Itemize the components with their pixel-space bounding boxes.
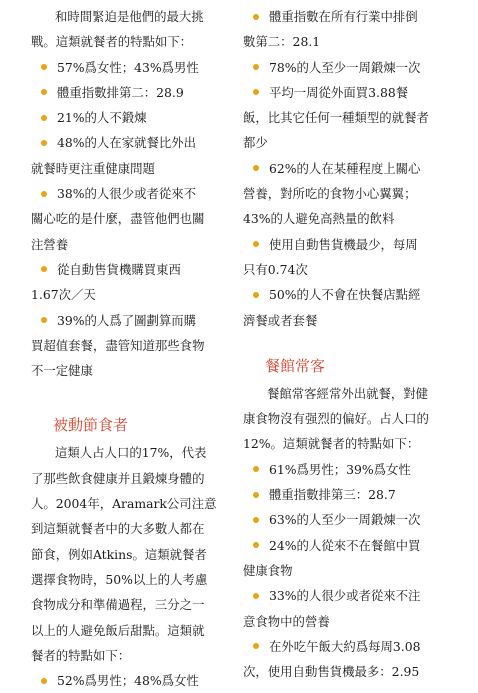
list-item-text: 從自動售貨機購買東西 (57, 261, 181, 277)
list-item-text: 48%的人在家就餐比外出 (57, 135, 197, 151)
list-item-text: 意食物中的營養 (243, 613, 330, 629)
list-item (243, 55, 457, 80)
bullet-dot-icon (253, 64, 259, 70)
text-line: 戰。這類就餐者的特點如下： (31, 34, 193, 50)
text-line: 12%。這類就餐者的特點如下： (243, 436, 420, 452)
list-item (243, 156, 457, 232)
list-item-text: 關心吃的是什麼，盡管他們也關 (31, 211, 205, 227)
list-item-text: 43%的人避免高熱量的飲料 (243, 211, 395, 227)
bullet-dot-icon (41, 140, 47, 146)
list-item-text: 都少 (243, 135, 268, 151)
list-item-text: 33%的人很少或者從來不注 (269, 588, 421, 604)
list-item (31, 80, 245, 105)
list-item-text: 63%的人至少一周鍛煉一次 (269, 512, 421, 528)
bullet-dot-icon (253, 643, 259, 649)
left-column (31, 4, 245, 693)
list-item (31, 130, 245, 181)
list-item (243, 457, 457, 482)
list-item-text: 平均一周從外面買3.88餐 (269, 84, 409, 100)
text-line: 餐者的特點如下： (31, 647, 131, 663)
list-item (31, 55, 245, 80)
list-item-text: 38%的人很少或者從來不 (57, 186, 197, 202)
list-item-text: 50%的人不會在快餐店點經 (269, 287, 421, 303)
list-item-text: 61%爲男性；39%爲女性 (269, 461, 411, 477)
list-item-text: 飯，比其它任何一種類型的就餐者 (243, 110, 429, 126)
bullet-dot-icon (253, 466, 259, 472)
list-item-text: 62%的人在某種程度上關心 (269, 160, 421, 176)
list-item-text: 1.67次／天 (31, 287, 96, 303)
bullet-dot-icon (253, 593, 259, 599)
text-line: 這類人占人口的17%，代表 (55, 445, 207, 461)
list-item-text: 濟餐或者套餐 (243, 312, 318, 328)
text-line: 節食，例如Atkins。這類就餐者 (31, 546, 207, 562)
list-item-text: 21%的人不鍛煉 (57, 110, 147, 126)
list-item-text: 健康食物 (243, 562, 293, 578)
text-line: 康食物沒有强烈的偏好。占人口的 (243, 411, 429, 427)
list-item-text: 次，使用自動售貨機最多：2.95 (243, 664, 420, 680)
text-line: 食物成分和準備過程，三分之一 (31, 597, 205, 613)
list-item-text: 體重指數排第三：28.7 (269, 487, 396, 503)
bullet-dot-icon (41, 678, 47, 684)
list-item-text: 注營養 (31, 236, 69, 252)
list-item (243, 80, 457, 156)
bullet-dot-icon (41, 266, 47, 272)
list-item (243, 507, 457, 532)
text-line: 人。2004年，Aramark公司注意 (31, 496, 217, 512)
bullet-dot-icon (253, 542, 259, 548)
list-item (31, 257, 245, 308)
text-line: 選擇食物時，50%以上的人考慮 (31, 571, 208, 587)
list-item (243, 4, 457, 55)
list-item (243, 533, 457, 584)
list-item-text: 體重指數在所有行業中排倒 (269, 9, 418, 24)
list-item (243, 634, 457, 685)
text-line: 餐館常客經常外出就餐，對健 (267, 385, 429, 401)
list-item-text: 體重指數排第二：28.9 (57, 84, 184, 100)
trait-list (31, 668, 245, 693)
text-line: 和時間緊迫是他們的最大挑 (55, 9, 204, 24)
list-item-text: 在外吃午飯大約爲每周3.08 (269, 638, 421, 654)
bullet-dot-icon (253, 517, 259, 523)
list-item (243, 282, 457, 333)
list-item-text: 買超值套餐，盡管知道那些食物 (31, 337, 205, 353)
trait-list (243, 4, 457, 333)
list-item (243, 583, 457, 634)
list-item (31, 181, 245, 257)
bullet-dot-icon (253, 492, 259, 498)
trait-list (31, 55, 245, 384)
list-item-text: 營養，對所吃的食物小心翼翼； (243, 186, 417, 202)
bullet-dot-icon (253, 89, 259, 95)
list-item (243, 482, 457, 507)
list-item (31, 105, 245, 130)
right-column (243, 4, 457, 684)
bullet-dot-icon (253, 241, 259, 247)
section-heading: 被動節食者 (53, 416, 129, 435)
section-paragraph (31, 440, 245, 668)
list-item-text: 52%爲男性；48%爲女性 (57, 673, 199, 689)
text-line: 以上的人避免飯后甜點。這類就 (31, 622, 205, 638)
list-item-text: 就餐時更注重健康問題 (31, 160, 155, 176)
bullet-dot-icon (41, 191, 47, 197)
bullet-dot-icon (253, 292, 259, 298)
intro-text (31, 4, 245, 55)
bullet-dot-icon (253, 165, 259, 171)
list-item (31, 308, 245, 384)
text-line: 到這類就餐者中的大多數人都在 (31, 521, 205, 537)
bullet-dot-icon (253, 14, 259, 20)
list-item-text: 57%爲女性；43%爲男性 (57, 59, 199, 75)
bullet-dot-icon (41, 64, 47, 70)
list-item-text: 不一定健康 (31, 363, 93, 379)
list-item-text: 39%的人爲了圖劃算而購 (57, 312, 197, 328)
list-item-text: 數第二：28.1 (243, 34, 321, 50)
bullet-dot-icon (41, 317, 47, 323)
section-heading: 餐館常客 (265, 356, 326, 375)
list-item (243, 232, 457, 283)
list-item-text: 24%的人從來不在餐館中買 (269, 537, 421, 553)
list-item (31, 668, 245, 693)
trait-list (243, 457, 457, 685)
section-paragraph (243, 381, 457, 457)
bullet-dot-icon (41, 89, 47, 95)
list-item-text: 只有0.74次 (243, 261, 308, 277)
list-item-text: 78%的人至少一周鍛煉一次 (269, 59, 421, 75)
text-line: 了那些飲食健康并且鍛煉身體的 (31, 470, 205, 486)
list-item-text: 使用自動售貨機最少，每周 (269, 236, 418, 252)
bullet-dot-icon (41, 115, 47, 121)
